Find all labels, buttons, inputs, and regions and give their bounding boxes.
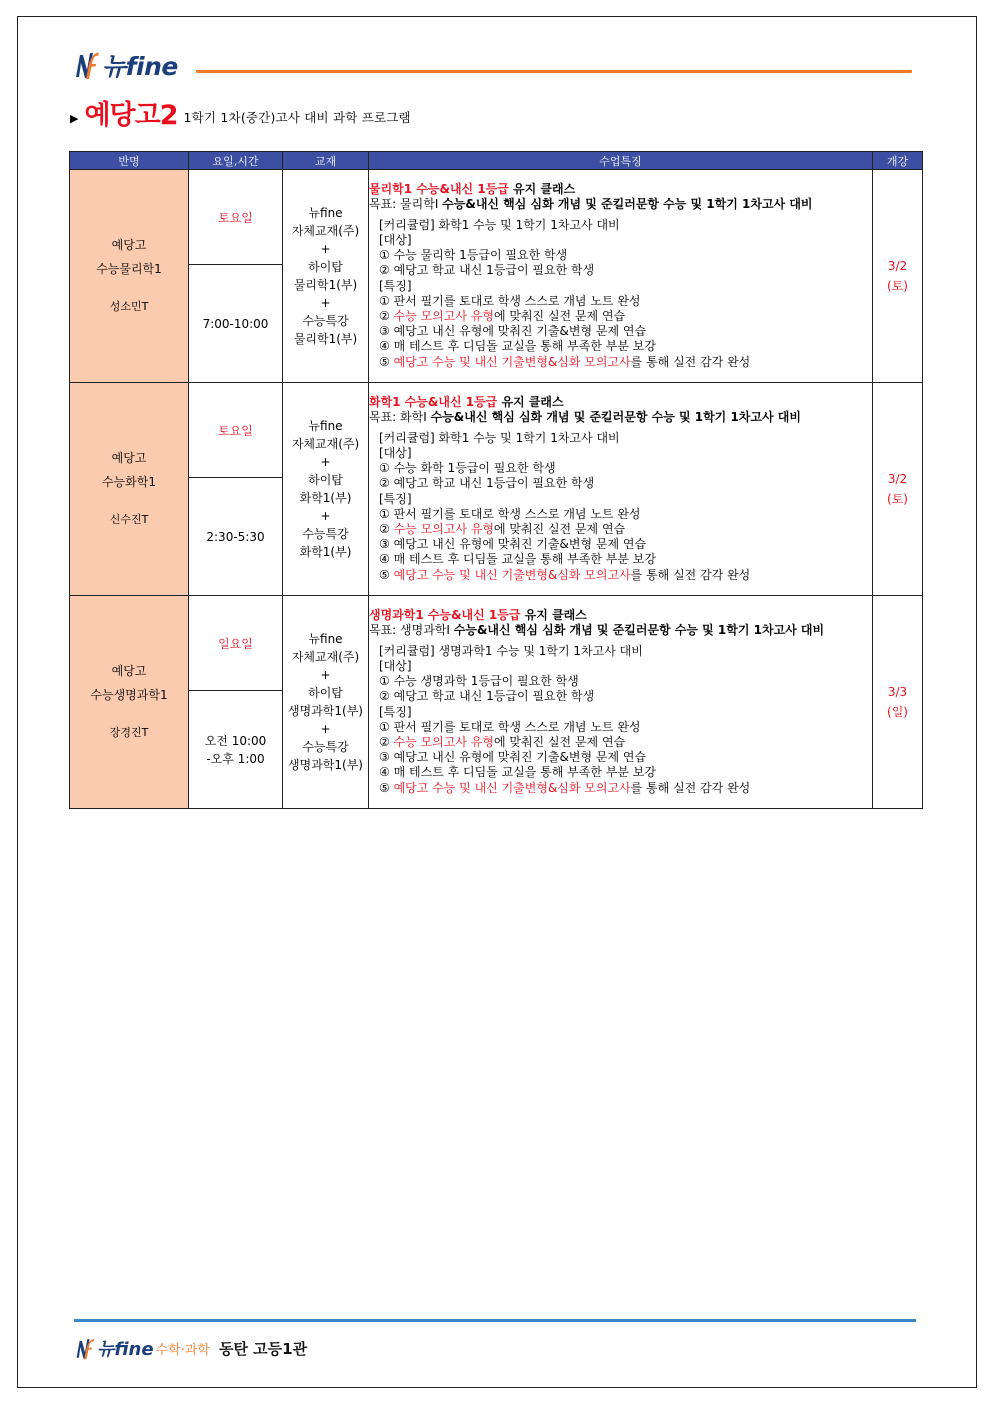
footer-logo-text: 뉴fine <box>97 1339 154 1360</box>
class-headline <box>369 608 872 623</box>
headline-highlight: 화학1 수능&내신 1등급 <box>369 395 498 410</box>
feature-item <box>369 522 872 537</box>
curriculum: [커리큘럼] 생명과학1 수능 및 1학기 1차고사 대비 <box>379 643 643 658</box>
goal-text: 수능&내신 핵심 심화 개념 및 준킬러문항 수능 및 1학기 1차고사 대비 <box>442 197 813 212</box>
book-line: 생명과학1(부) <box>288 758 363 772</box>
book-line: 자체교재(주) <box>291 437 360 451</box>
table-row <box>70 170 923 265</box>
time-cell <box>189 265 283 383</box>
target-item: ① 수능 생명과학 1등급이 필요한 학생 <box>379 674 579 689</box>
headline-rest: 유지 클래스 <box>520 608 587 623</box>
day-cell: 토요일 <box>189 170 283 265</box>
column-header: 요일,시간 <box>189 152 283 170</box>
start-date: 3/2 <box>887 259 908 273</box>
book-line: 수능특강 <box>302 740 349 754</box>
book-line: 화학1(부) <box>299 491 352 505</box>
feature-item: ③ 예당고 내신 유형에 맞춰진 기출&변형 문제 연습 <box>379 537 647 552</box>
class-cell <box>70 383 189 596</box>
table-row <box>70 383 923 478</box>
class-school: 예당고 <box>111 664 147 678</box>
feature-num: ⑤ <box>379 567 394 582</box>
nf-logo-icon <box>75 1337 95 1360</box>
textbook-cell <box>283 170 369 383</box>
teacher-name: 장경진T <box>109 726 149 739</box>
feature-label: [특징] <box>379 491 412 506</box>
goal-prefix: 목표: 생명과학Ⅰ <box>369 623 454 638</box>
footer-divider <box>74 1319 916 1322</box>
book-line: 하이탑 <box>308 260 343 274</box>
class-cell <box>70 596 189 809</box>
class-cell <box>70 170 189 383</box>
start-cell <box>873 596 923 809</box>
headline-rest: 유지 클래스 <box>497 395 564 410</box>
day-cell: 토요일 <box>189 383 283 478</box>
book-line: + <box>320 668 331 682</box>
feature-highlight: 수능 모의고사 유형 <box>393 308 494 323</box>
feature-rest: 에 맞춰진 실전 문제 연습 <box>493 734 626 749</box>
feature-label: [특징] <box>379 278 412 293</box>
feature-rest: 를 통해 실전 감각 완성 <box>630 354 751 369</box>
feature-num: ② <box>379 521 394 536</box>
book-line: 하이탑 <box>308 686 343 700</box>
page-title <box>70 99 411 131</box>
class-name: 수능생명과학1 <box>90 688 168 702</box>
logo-text: 뉴fine <box>102 52 178 81</box>
book-line: 하이탑 <box>308 473 343 487</box>
teacher-name: 신수진T <box>109 513 149 526</box>
feature-item <box>369 781 872 796</box>
class-goal <box>369 623 872 638</box>
feature-num: ② <box>379 308 394 323</box>
day-cell: 일요일 <box>189 596 283 691</box>
book-line: 자체교재(주) <box>291 224 360 238</box>
teacher-name: 성소민T <box>109 300 149 313</box>
textbook-cell <box>283 596 369 809</box>
book-line: + <box>320 509 331 523</box>
table-row <box>70 596 923 691</box>
start-weekday: (일) <box>887 705 908 719</box>
class-school: 예당고 <box>111 238 147 252</box>
book-line: 화학1(부) <box>299 545 352 559</box>
feature-label: [특징] <box>379 704 412 719</box>
curriculum: [커리큘럼] 화학1 수능 및 1학기 1차고사 대비 <box>379 217 620 232</box>
target-item: ① 수능 화학 1등급이 필요한 학생 <box>379 461 556 476</box>
program-subtitle: 1학기 1차(중간)고사 대비 과학 프로그램 <box>183 110 411 125</box>
feature-item: ④ 매 테스트 후 디딤돌 교실을 통해 부족한 부분 보강 <box>379 552 656 567</box>
start-weekday: (토) <box>887 279 908 293</box>
feature-num: ② <box>379 734 394 749</box>
footer-subject: 수학·과학 <box>155 1342 210 1358</box>
target-label: [대상] <box>379 232 412 247</box>
feature-rest: 에 맞춰진 실전 문제 연습 <box>493 308 626 323</box>
class-school: 예당고 <box>111 451 147 465</box>
column-header: 수업특징 <box>369 152 873 170</box>
book-line: 물리학1(부) <box>293 278 358 292</box>
feature-item <box>369 735 872 750</box>
feature-item: ③ 예당고 내신 유형에 맞춰진 기출&변형 문제 연습 <box>379 750 647 765</box>
book-line: + <box>320 242 331 256</box>
feature-num: ⑤ <box>379 780 394 795</box>
program-table <box>69 151 923 809</box>
header-divider <box>196 70 912 73</box>
goal-prefix: 목표: 물리학Ⅰ <box>369 197 443 212</box>
footer-brand <box>75 1336 307 1360</box>
feature-item: ④ 매 테스트 후 디딤돌 교실을 통해 부족한 부분 보강 <box>379 765 656 780</box>
feature-item <box>369 309 872 324</box>
class-name: 수능화학1 <box>101 475 156 489</box>
feature-highlight: 예당고 수능 및 내신 기출변형&심화 모의고사 <box>393 567 631 582</box>
class-headline <box>369 395 872 410</box>
class-headline <box>369 182 872 197</box>
feature-rest: 를 통해 실전 감각 완성 <box>630 567 751 582</box>
textbook-cell <box>283 383 369 596</box>
feature-highlight: 수능 모의고사 유형 <box>393 521 494 536</box>
feature-num: ⑤ <box>379 354 394 369</box>
book-line: + <box>320 296 331 310</box>
time-line: -오후 1:00 <box>206 751 265 766</box>
target-label: [대상] <box>379 658 412 673</box>
nf-logo-icon <box>74 50 100 80</box>
target-label: [대상] <box>379 445 412 460</box>
time-line: 7:00-10:00 <box>202 316 269 331</box>
column-header: 반명 <box>70 152 189 170</box>
feature-rest: 를 통해 실전 감각 완성 <box>630 780 751 795</box>
start-date: 3/3 <box>887 685 908 699</box>
headline-highlight: 생명과학1 수능&내신 1등급 <box>369 608 521 623</box>
book-line: + <box>320 722 331 736</box>
class-goal <box>369 410 872 425</box>
book-line: 자체교재(주) <box>291 650 360 664</box>
feature-item: ① 판서 필기를 토대로 학생 스스로 개념 노트 완성 <box>379 719 641 734</box>
start-cell <box>873 170 923 383</box>
feature-cell <box>369 596 873 809</box>
book-line: 수능특강 <box>302 527 349 541</box>
start-cell <box>873 383 923 596</box>
book-line: + <box>320 455 331 469</box>
feature-item: ④ 매 테스트 후 디딤돌 교실을 통해 부족한 부분 보강 <box>379 339 656 354</box>
time-line: 오전 10:00 <box>204 733 267 748</box>
target-item: ② 예당고 학교 내신 1등급이 필요한 학생 <box>379 476 595 491</box>
feature-item: ① 판서 필기를 토대로 학생 스스로 개념 노트 완성 <box>379 506 641 521</box>
school-title: 예당고2 <box>84 100 178 131</box>
goal-text: 수능&내신 핵심 심화 개념 및 준킬러문항 수능 및 1학기 1차고사 대비 <box>430 410 801 425</box>
book-line: 물리학1(부) <box>293 332 358 346</box>
book-line: 뉴fine <box>308 206 343 220</box>
brand-logo <box>74 50 178 80</box>
book-line: 뉴fine <box>308 419 343 433</box>
feature-highlight: 수능 모의고사 유형 <box>393 734 494 749</box>
feature-cell <box>369 170 873 383</box>
feature-highlight: 예당고 수능 및 내신 기출변형&심화 모의고사 <box>393 354 631 369</box>
target-item: ① 수능 물리학 1등급이 필요한 학생 <box>379 248 568 263</box>
class-name: 수능물리학1 <box>96 262 162 276</box>
table-header-row <box>70 152 923 170</box>
feature-item <box>369 568 872 583</box>
time-cell <box>189 478 283 596</box>
class-goal <box>369 197 872 212</box>
time-line: 2:30-5:30 <box>206 529 265 544</box>
headline-highlight: 물리학1 수능&내신 1등급 <box>369 182 509 197</box>
target-item: ② 예당고 학교 내신 1등급이 필요한 학생 <box>379 689 595 704</box>
time-cell <box>189 691 283 809</box>
start-weekday: (토) <box>887 492 908 506</box>
feature-cell <box>369 383 873 596</box>
book-line: 뉴fine <box>308 632 343 646</box>
footer-branch: 동탄 고등1관 <box>218 1339 308 1358</box>
feature-rest: 에 맞춰진 실전 문제 연습 <box>493 521 626 536</box>
goal-prefix: 목표: 화학Ⅰ <box>369 410 431 425</box>
feature-item: ③ 예당고 내신 유형에 맞춰진 기출&변형 문제 연습 <box>379 324 647 339</box>
target-item: ② 예당고 학교 내신 1등급이 필요한 학생 <box>379 263 595 278</box>
feature-item: ① 판서 필기를 토대로 학생 스스로 개념 노트 완성 <box>379 293 641 308</box>
book-line: 수능특강 <box>302 314 349 328</box>
curriculum: [커리큘럼] 화학1 수능 및 1학기 1차고사 대비 <box>379 430 620 445</box>
headline-rest: 유지 클래스 <box>508 182 576 197</box>
triangle-bullet-icon: ▶ <box>70 112 79 125</box>
feature-item <box>369 355 872 370</box>
goal-text: 수능&내신 핵심 심화 개념 및 준킬러문항 수능 및 1학기 1차고사 대비 <box>453 623 825 638</box>
feature-highlight: 예당고 수능 및 내신 기출변형&심화 모의고사 <box>393 780 631 795</box>
column-header: 교재 <box>283 152 369 170</box>
start-date: 3/2 <box>887 472 908 486</box>
column-header: 개강 <box>873 152 923 170</box>
book-line: 생명과학1(부) <box>288 704 363 718</box>
